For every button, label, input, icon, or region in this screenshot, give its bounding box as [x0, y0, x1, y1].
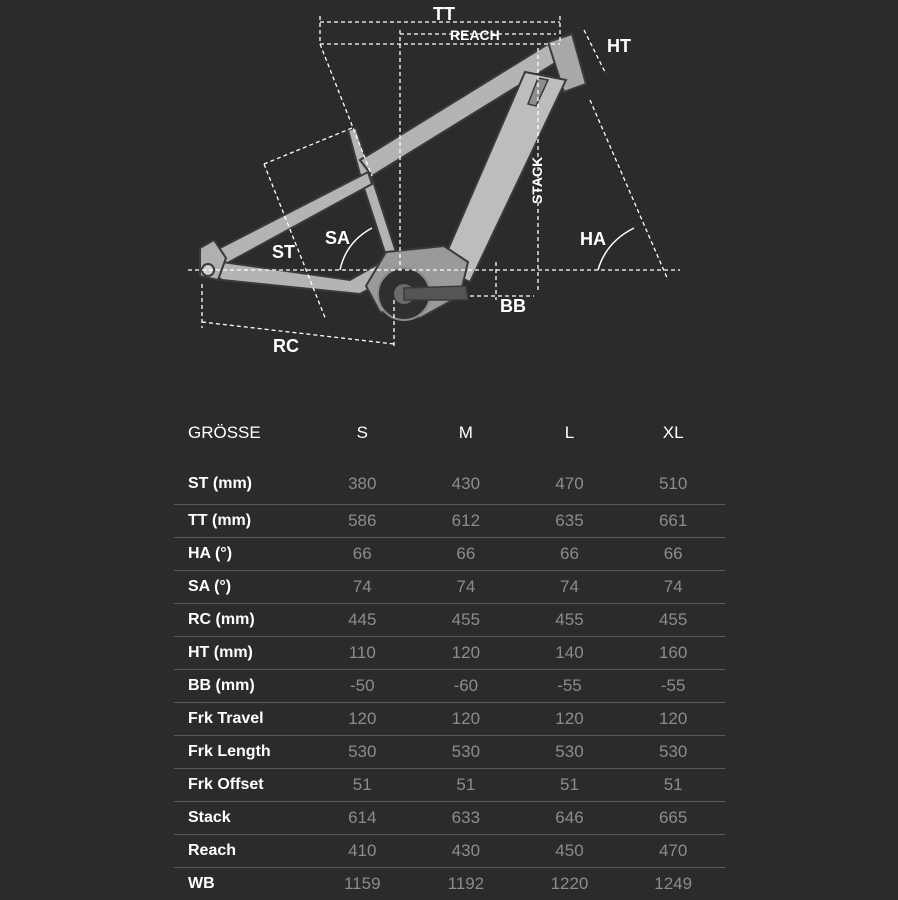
row-label: Frk Length	[174, 736, 310, 769]
cell-value: 1192	[414, 868, 518, 900]
cell-value: 66	[310, 538, 414, 571]
table-row	[174, 456, 725, 505]
chain-stay	[206, 262, 392, 294]
row-label: Stack	[174, 802, 310, 835]
tt-label: TT	[433, 4, 455, 24]
size-header-s: S	[310, 410, 414, 456]
cell-value: -60	[414, 670, 518, 703]
table-row	[174, 703, 725, 736]
cell-value: 66	[414, 538, 518, 571]
row-label: SA (°)	[174, 571, 310, 604]
table-row	[174, 505, 725, 538]
stack-label: STACK	[529, 157, 545, 204]
cell-value: 120	[414, 703, 518, 736]
cell-value: 530	[310, 736, 414, 769]
table-row	[174, 604, 725, 637]
cell-value: 74	[414, 571, 518, 604]
cell-value: 1249	[621, 868, 725, 900]
cell-value: 450	[518, 835, 622, 868]
table-row	[174, 670, 725, 703]
cell-value: 470	[621, 835, 725, 868]
cell-value: 430	[414, 835, 518, 868]
cell-value: 455	[621, 604, 725, 637]
table-header-row	[174, 410, 725, 456]
row-label: ST (mm)	[174, 456, 310, 505]
row-label: HA (°)	[174, 538, 310, 571]
ht-label: HT	[607, 36, 631, 56]
geometry-table	[174, 410, 725, 900]
cell-value: -50	[310, 670, 414, 703]
table-row	[174, 736, 725, 769]
cell-value: 661	[621, 505, 725, 538]
row-label: Frk Travel	[174, 703, 310, 736]
cell-value: 51	[621, 769, 725, 802]
cell-value: 633	[414, 802, 518, 835]
cell-value: 665	[621, 802, 725, 835]
cell-value: -55	[518, 670, 622, 703]
cell-value: 380	[310, 456, 414, 505]
cell-value: 74	[518, 571, 622, 604]
crank-arm	[404, 286, 468, 300]
cell-value: 120	[414, 637, 518, 670]
cell-value: 530	[518, 736, 622, 769]
table-row	[174, 637, 725, 670]
cell-value: 120	[518, 703, 622, 736]
cell-value: 646	[518, 802, 622, 835]
cell-value: 530	[621, 736, 725, 769]
frame-geometry-diagram	[0, 0, 898, 400]
sa-label: SA	[325, 228, 350, 248]
table-row	[174, 571, 725, 604]
cell-value: 510	[621, 456, 725, 505]
cell-value: 51	[310, 769, 414, 802]
cell-value: 430	[414, 456, 518, 505]
cell-value: 140	[518, 637, 622, 670]
cell-value: 586	[310, 505, 414, 538]
size-column-header: GRÖSSE	[174, 410, 310, 456]
bb-label: BB	[500, 296, 526, 316]
size-header-l: L	[518, 410, 622, 456]
row-label: WB	[174, 868, 310, 900]
table-row	[174, 868, 725, 900]
size-header-xl: XL	[621, 410, 725, 456]
table-row	[174, 835, 725, 868]
table-row	[174, 769, 725, 802]
reach-label: REACH	[450, 27, 500, 43]
cell-value: -55	[621, 670, 725, 703]
cell-value: 614	[310, 802, 414, 835]
row-label: Reach	[174, 835, 310, 868]
cell-value: 530	[414, 736, 518, 769]
cell-value: 110	[310, 637, 414, 670]
cell-value: 74	[310, 571, 414, 604]
cell-value: 51	[518, 769, 622, 802]
cell-value: 445	[310, 604, 414, 637]
rc-label: RC	[273, 336, 299, 356]
cell-value: 51	[414, 769, 518, 802]
cell-value: 635	[518, 505, 622, 538]
cell-value: 1159	[310, 868, 414, 900]
cell-value: 66	[518, 538, 622, 571]
table-row	[174, 538, 725, 571]
row-label: RC (mm)	[174, 604, 310, 637]
cell-value: 410	[310, 835, 414, 868]
st-label: ST	[272, 242, 295, 262]
cell-value: 160	[621, 637, 725, 670]
cell-value: 66	[621, 538, 725, 571]
row-label: HT (mm)	[174, 637, 310, 670]
cell-value: 120	[621, 703, 725, 736]
cell-value: 612	[414, 505, 518, 538]
table-row	[174, 802, 725, 835]
cell-value: 74	[621, 571, 725, 604]
row-label: BB (mm)	[174, 670, 310, 703]
cell-value: 1220	[518, 868, 622, 900]
ha-label: HA	[580, 229, 606, 249]
cell-value: 455	[518, 604, 622, 637]
row-label: Frk Offset	[174, 769, 310, 802]
cell-value: 455	[414, 604, 518, 637]
cell-value: 470	[518, 456, 622, 505]
row-label: TT (mm)	[174, 505, 310, 538]
cell-value: 120	[310, 703, 414, 736]
size-header-m: M	[414, 410, 518, 456]
